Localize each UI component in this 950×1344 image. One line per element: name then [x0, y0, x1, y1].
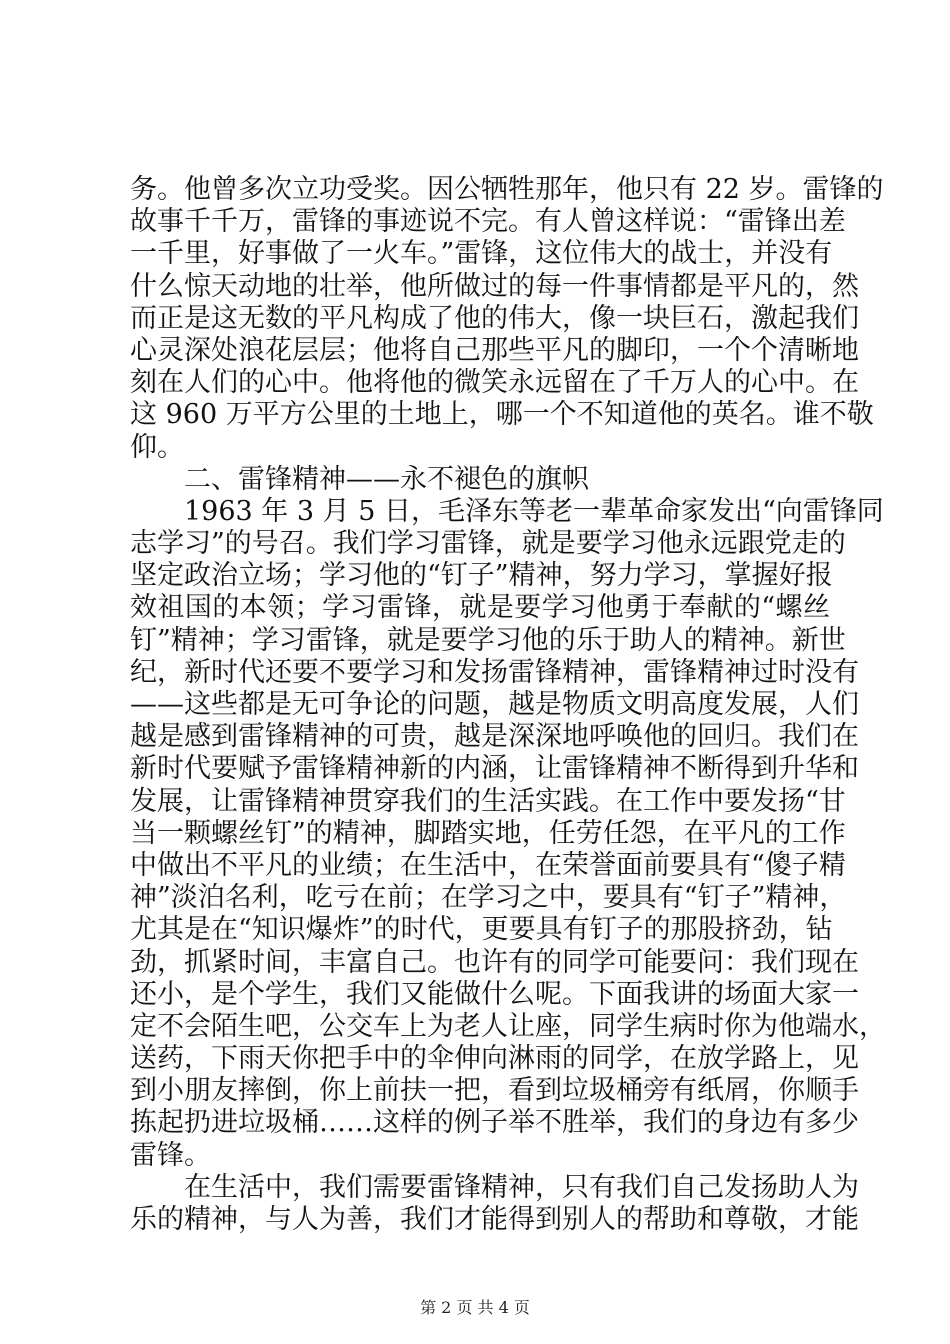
text-line: 坚定政治立场；学习他的“钉子”精神，努力学习，掌握好报	[130, 560, 833, 592]
page-footer: 第 2 页 共 4 页	[420, 1298, 530, 1317]
document-body	[130, 174, 886, 1236]
text-line: 神”淡泊名利，吃亏在前；在学习之中，要具有“钉子”精神，	[130, 882, 847, 914]
text-line: 定不会陌生吧，公交车上为老人让座，同学生病时你为他端水，	[130, 1010, 886, 1042]
text-line: 中做出不平凡的业绩；在生活中，在荣誉面前要具有“傻子精	[130, 849, 846, 881]
text-line: 到小朋友摔倒，你上前扶一把，看到垃圾桶旁有纸屑，你顺手	[130, 1075, 859, 1107]
text-line: 纪，新时代还要不要学习和发扬雷锋精神，雷锋精神过时没有	[130, 656, 859, 688]
text-line: 这 960 万平方公里的土地上，哪一个不知道他的英名。谁不敬	[130, 399, 874, 431]
text-line: 二、雷锋精神——永不褪色的旗帜	[184, 463, 589, 495]
text-line: 效祖国的本领；学习雷锋，就是要学习他勇于奉献的“螺丝	[130, 592, 830, 624]
text-line: 发展，让雷锋精神贯穿我们的生活实践。在工作中要发扬“甘	[130, 785, 846, 817]
text-line: 心灵深处浪花层层；他将自己那些平凡的脚印，一个个清晰地	[130, 334, 859, 366]
text-line: 一千里，好事做了一火车。”雷锋，这位伟大的战士，并没有	[130, 238, 833, 270]
text-line: 刻在人们的心中。他将他的微笑永远留在了千万人的心中。在	[130, 367, 859, 399]
text-line: 而正是这无数的平凡构成了他的伟大，像一块巨石，激起我们	[130, 302, 859, 334]
text-line: 务。他曾多次立功受奖。因公牺牲那年，他只有 22 岁。雷锋的	[130, 174, 884, 205]
text-line: 拣起扔进垃圾桶……这样的例子举不胜举，我们的身边有多少	[130, 1107, 859, 1139]
text-line: 劲，抓紧时间，丰富自己。也许有的同学可能要问：我们现在	[130, 946, 859, 978]
text-line: 雷锋。	[130, 1139, 211, 1171]
text-line: 还小，是个学生，我们又能做什么呢。下面我讲的场面大家一	[130, 978, 859, 1010]
text-line: 故事千千万，雷锋的事迹说不完。有人曾这样说：“雷锋出差	[130, 206, 846, 238]
text-line: 仰。	[130, 431, 184, 463]
text-line: 1963 年 3 月 5 日，毛泽东等老一辈革命家发出“向雷锋同	[184, 495, 884, 527]
text-line: 在生活中，我们需要雷锋精神，只有我们自己发扬助人为	[184, 1171, 859, 1203]
text-line: 尤其是在“知识爆炸”的时代，更要具有钉子的那股挤劲，钻	[130, 914, 833, 946]
text-line: 送药，下雨天你把手中的伞伸向淋雨的同学，在放学路上，见	[130, 1043, 859, 1075]
text-line: 钉”精神；学习雷锋，就是要学习他的乐于助人的精神。新世	[130, 624, 846, 656]
text-line: ——这些都是无可争论的问题，越是物质文明高度发展，人们	[130, 689, 859, 720]
text-line: 新时代要赋予雷锋精神新的内涵，让雷锋精神不断得到升华和	[130, 753, 859, 785]
text-line: 志学习”的号召。我们学习雷锋，就是要学习他永远跟党走的	[130, 528, 846, 560]
text-line: 当一颗螺丝钉”的精神，脚踏实地，任劳任怨，在平凡的工作	[130, 817, 846, 849]
text-line: 越是感到雷锋精神的可贵，越是深深地呼唤他的回归。我们在	[130, 721, 859, 753]
text-line: 什么惊天动地的壮举，他所做过的每一件事情都是平凡的，然	[130, 270, 859, 302]
text-line: 乐的精神，与人为善，我们才能得到别人的帮助和尊敬，才能	[130, 1204, 859, 1235]
